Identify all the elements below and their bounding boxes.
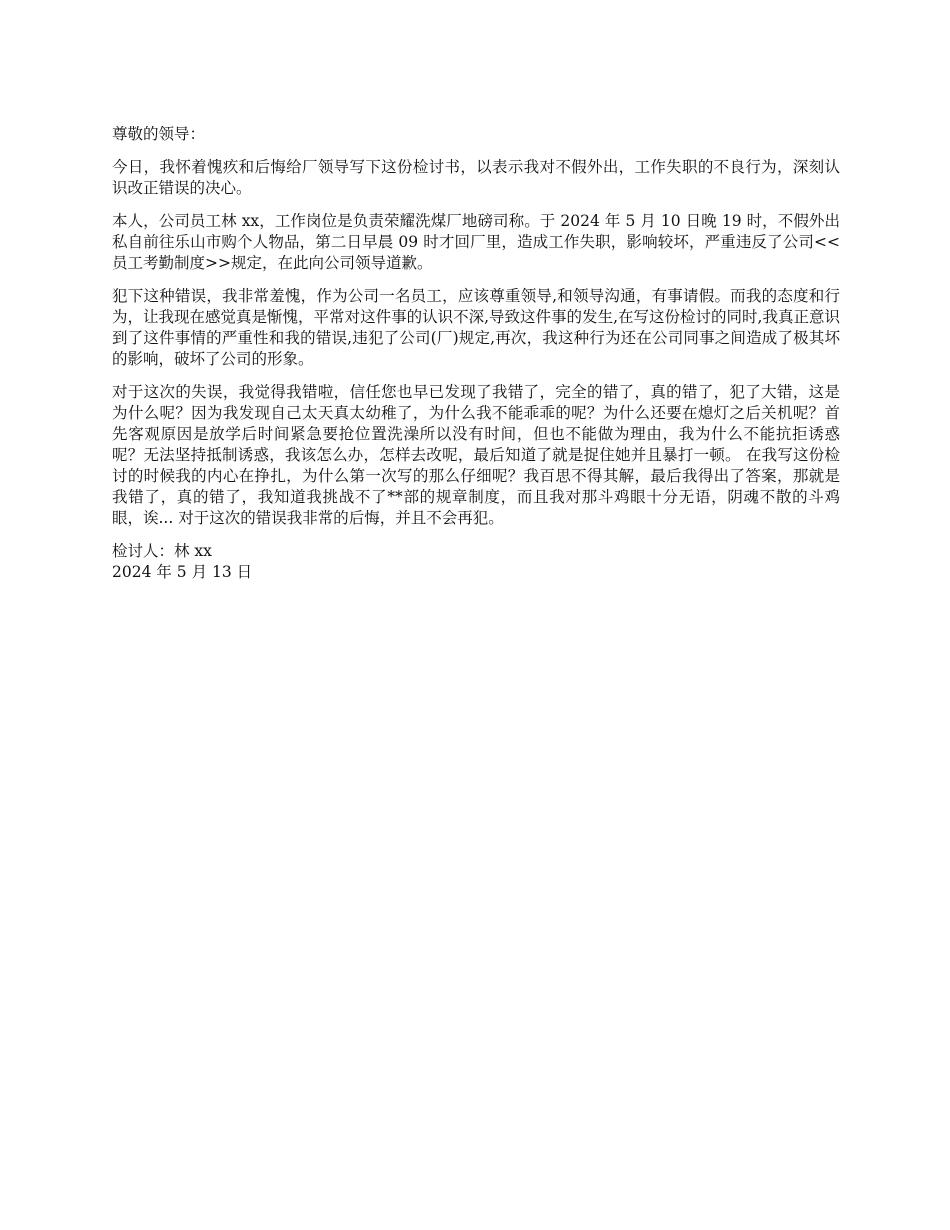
signature-name: 检讨人：林 xx: [112, 542, 212, 560]
document-page: [112, 124, 840, 583]
signature-date: 2024 年 5 月 13 日: [112, 563, 253, 581]
paragraph-incident: 本人，公司员工林 xx，工作岗位是负责荣耀洗煤厂地磅司称。于 2024 年 5 月 10 日晚 19 时，不假外出私自前往乐山市购个人物品，第二日早晨 09 时才回厂里，造成工作失职，影响较坏，严重违反了公司<<员工考勤制度>>规定，在此向公司领导道歉。: [112, 212, 840, 272]
salutation: 尊敬的领导：: [112, 125, 206, 143]
paragraph-reflection: 犯下这种错误，我非常羞愧，作为公司一名员工，应该尊重领导,和领导沟通，有事请假。而我的态度和行为，让我现在感觉真是惭愧，平常对这件事的认识不深,导致这件事的发生,在写这份检讨的同时,我真正意识到了这件事情的严重性和我的错误,违犯了公司(厂)规定,再次，我这种行为还在公司同事之间造成了极其坏的影响，破坏了公司的形象。: [112, 287, 840, 368]
paragraph-intro: 今日，我怀着愧疚和后悔给厂领导写下这份检讨书，以表示我对不假外出，工作失职的不良行为，深刻认识改正错误的决心。: [112, 158, 840, 197]
paragraph-apology: 对于这次的失误，我觉得我错啦，信任您也早已发现了我错了，完全的错了，真的错了，犯了大错，这是为什么呢？因为我发现自己太天真太幼稚了，为什么我不能乖乖的呢？为什么还要在熄灯之后关机呢？首先客观原因是放学后时间紧急要抢位置洗澡所以没有时间，但也不能做为理由，我为什么不能抗拒诱惑呢？无法坚持抵制诱惑，我该怎么办，怎样去改呢，最后知道了就是捉住她并且暴打一顿。 在我写这份检讨的时候我的内心在挣扎，为什么第一次写的那么仔细呢？我百思不得其解，最后我得出了答案，那就是我错了，真的错了，我知道我挑战不了**部的规章制度，而且我对那斗鸡眼十分无语，阴魂不散的斗鸡眼，诶... 对于这次的错误我非常的后悔，并且不会再犯。: [112, 383, 840, 527]
signature-block: [112, 541, 840, 583]
